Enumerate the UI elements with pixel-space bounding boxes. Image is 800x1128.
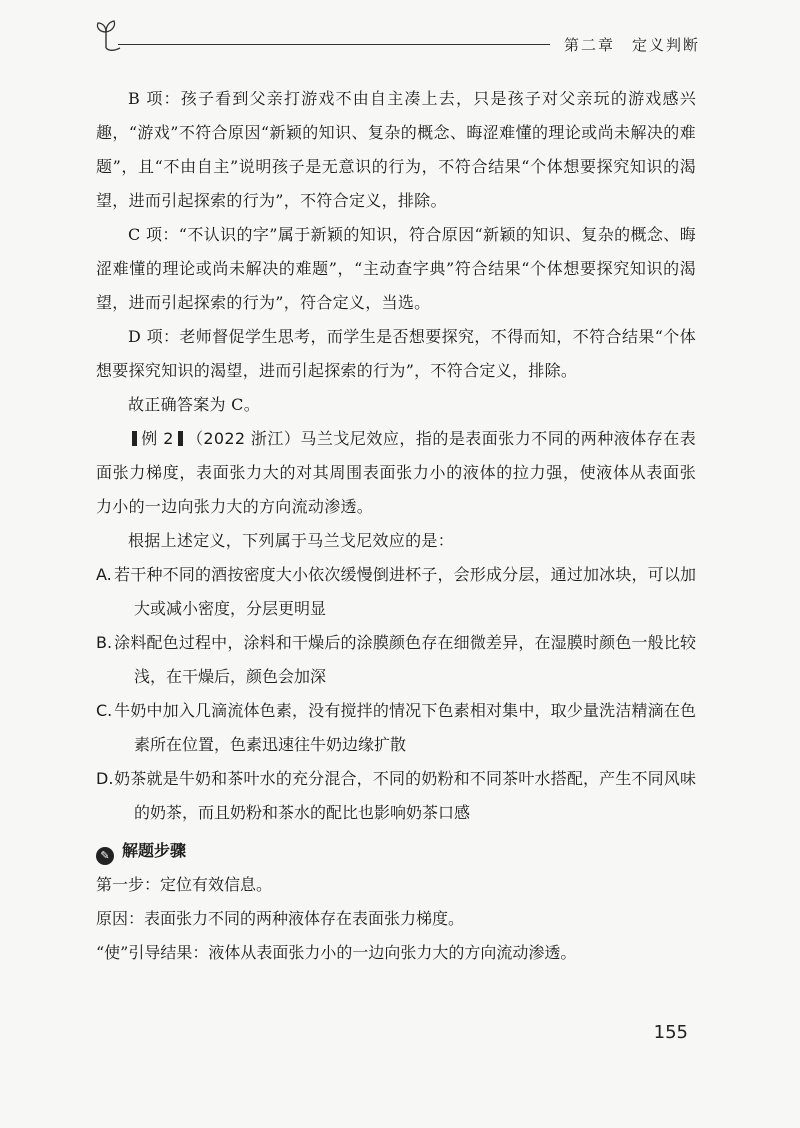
option-text: 奶茶就是牛奶和茶叶水的充分混合，不同的奶粉和不同茶叶水搭配，产生不同风味的奶茶，而且奶粉和茶水的配比也影响奶茶口感 (114, 769, 696, 822)
sprout-icon (92, 18, 132, 54)
analysis-d: D 项：老师督促学生思考，而学生是否想要探究，不得而知，不符合结果“个体想要探究知识的渴望，进而引起探索的行为”，不符合定义，排除。 (96, 327, 696, 380)
option-letter: C. (96, 701, 113, 720)
analysis-b: B 项：孩子看到父亲打游戏不由自主凑上去，只是孩子对父亲玩的游戏感兴趣，“游戏”不符合原因“新颖的知识、复杂的概念、晦涩难懂的理论或尚未解决的难题”，且“不由自主”说明孩子是无意识的行为，不符合结果“个体想要探究知识的渴望，进而引起探索的行为”，不符合定义，排除。 (96, 89, 696, 210)
steps-title: 解题步骤 (122, 841, 187, 860)
bracket-left-icon (132, 431, 137, 446)
option-c (96, 694, 696, 762)
option-text: 涂料配色过程中，涂料和干燥后的涂膜颜色存在细微差异，在湿膜时颜色一般比较浅，在干燥后，颜色会加深 (114, 633, 696, 686)
page-header (92, 16, 700, 56)
solution-steps-icon: ✎ (96, 847, 114, 865)
example-label: 例 2 (141, 429, 174, 448)
bracket-right-icon (178, 431, 183, 446)
example-text: （2022 浙江）马兰戈尼效应，指的是表面张力不同的两种液体存在表面张力梯度，表面张力大的对其周围表面张力小的液体的拉力强，使液体从表面张力小的一边向张力大的方向流动渗透。 (96, 429, 696, 516)
page-number: 155 (653, 1022, 688, 1043)
option-text: 若干种不同的酒按密度大小依次缓慢倒进杯子，会形成分层，通过加冰块，可以加大或减小密度，分层更明显 (114, 565, 696, 618)
chapter-title: 第二章 定义判断 (563, 36, 700, 54)
option-d (96, 762, 696, 830)
option-a (96, 558, 696, 626)
step-line-2: 原因：表面张力不同的两种液体存在表面张力梯度。 (96, 909, 465, 928)
option-letter: A. (96, 565, 112, 584)
step-line-1: 第一步：定位有效信息。 (96, 875, 273, 894)
step-line-3: “使”引导结果：液体从表面张力小的一边向张力大的方向流动渗透。 (96, 943, 577, 962)
option-letter: B. (96, 633, 113, 652)
option-letter: D. (96, 769, 114, 788)
steps-heading (96, 834, 696, 868)
answer-line: 故正确答案为 C。 (128, 395, 261, 414)
example-paragraph (96, 422, 696, 524)
option-text: 牛奶中加入几滴流体色素，没有搅拌的情况下色素相对集中，取少量洗洁精滴在色素所在位置，色素迅速往牛奶边缘扩散 (114, 701, 696, 754)
analysis-c: C 项：“不认识的字”属于新颖的知识，符合原因“新颖的知识、复杂的概念、晦涩难懂的理论或尚未解决的难题”，“主动查字典”符合结果“个体想要探究知识的渴望，进而引起探索的行为”，符合定义，当选。 (96, 225, 696, 312)
page-body (96, 82, 696, 970)
example-question: 根据上述定义，下列属于马兰戈尼效应的是： (128, 531, 455, 550)
header-rule (118, 44, 550, 45)
option-b (96, 626, 696, 694)
